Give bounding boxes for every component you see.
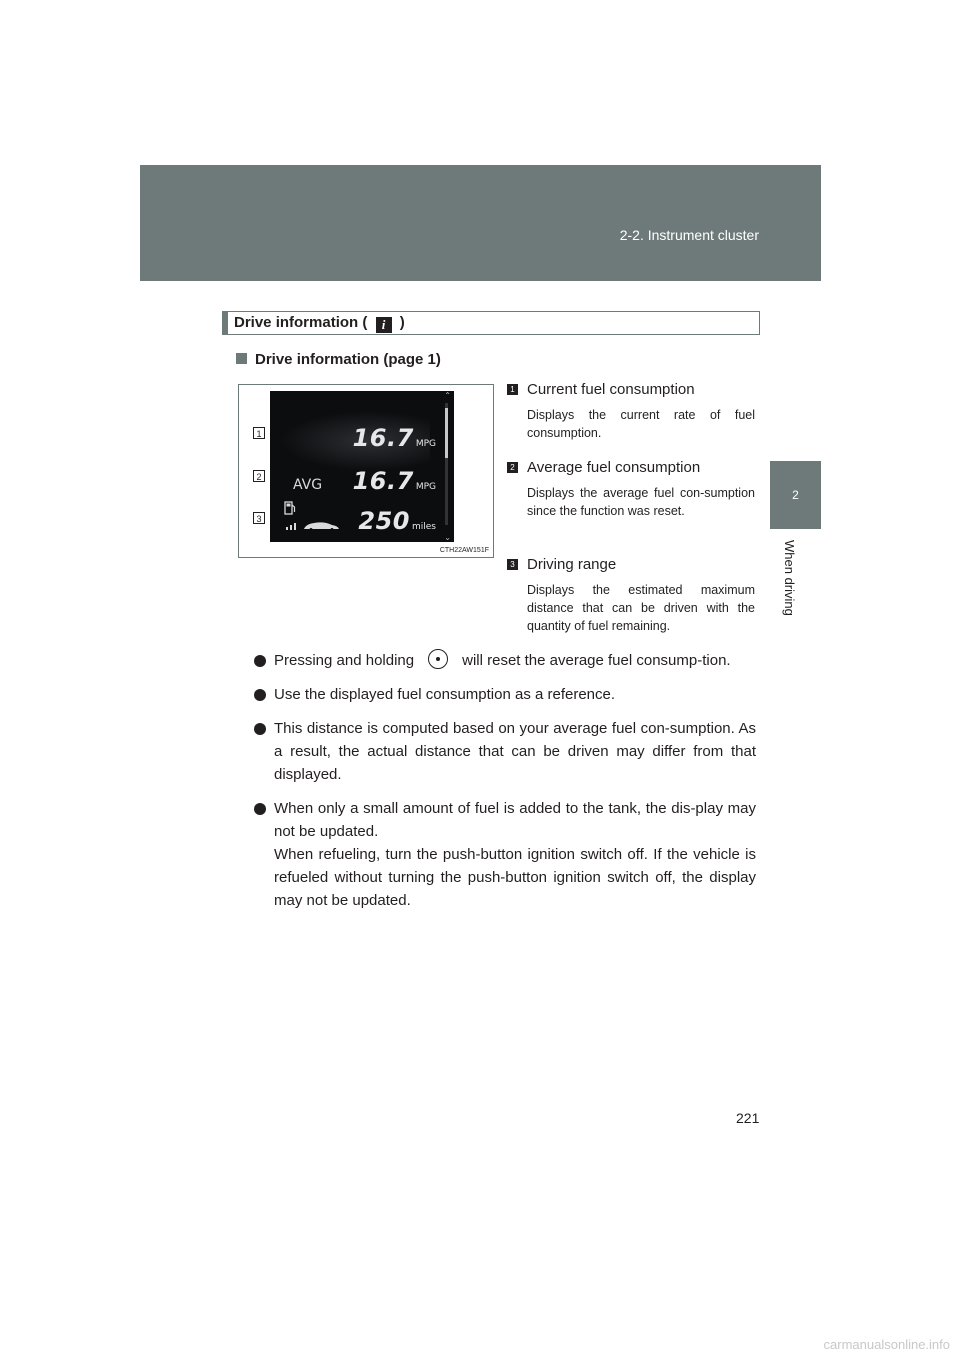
watermark: carmanualsonline.info [823,1337,950,1352]
header-band [140,165,821,281]
scroll-thumb [445,408,448,458]
note-text-before: Pressing and holding [274,652,415,669]
item-description: Displays the estimated maximum distance that can be driven with the quantity of fuel remaining. [527,583,755,633]
chapter-tab: 2 [770,461,821,529]
figure-callout-2: 2 [253,470,265,482]
page-number: 221 [736,1110,760,1126]
info-icon: i [376,317,392,333]
note-text-line1: When only a small amount of fuel is added to the tank, the dis-play may not be updated. [274,800,756,840]
current-fuel-reading [353,424,436,452]
average-fuel-unit: MPG [415,482,436,492]
heading-text-after: ) [399,314,405,331]
item-driving-range [507,556,757,635]
item-number-badge: 1 [507,384,518,395]
item-title: Current fuel consumption [527,381,695,398]
figure-code: CTH22AW151F [439,547,489,554]
average-fuel-reading [353,467,436,495]
note-reset-average [254,649,756,672]
notes-list [254,649,756,923]
bullet-dot-icon [254,655,266,667]
avg-label: AVG [293,477,323,493]
driving-range-value: 250 [358,507,410,535]
car-icon [284,519,344,531]
bullet-dot-icon [254,723,266,735]
square-bullet-icon [236,353,247,364]
item-title: Driving range [527,556,617,573]
note-distance [254,717,756,786]
average-fuel-value: 16.7 [352,467,414,495]
multi-info-display [270,391,454,542]
driving-range-unit: miles [412,522,436,532]
display-figure [238,384,494,558]
section-heading [222,311,760,335]
item-average-fuel [507,459,757,520]
bullet-dot-icon [254,803,266,815]
note-reference [254,683,756,706]
figure-callout-1: 1 [253,427,265,439]
item-current-fuel [507,381,757,442]
note-text-after: will reset the average fuel consump-tion. [462,652,731,669]
current-fuel-unit: MPG [415,439,436,449]
figure-callout-3: 3 [253,512,265,524]
driving-range-reading [358,507,436,535]
note-text-line2: When refueling, turn the push-button ignition switch off. If the vehicle is refueled without turning the push-button ignition switch off, the display may not be updated. [274,846,756,909]
item-description: Displays the average fuel con-sumption since the function was reset. [527,486,755,518]
item-number-badge: 3 [507,559,518,570]
scroll-up-icon: ⌃ [444,391,451,400]
section-title: 2-2. Instrument cluster [619,227,759,243]
subheading [236,351,441,368]
bullet-dot-icon [254,689,266,701]
scroll-down-icon: ⌄ [444,533,451,542]
chapter-label: When driving [782,540,797,616]
heading-accent-bar [223,312,228,334]
current-fuel-value: 16.7 [352,424,414,452]
subheading-text: Drive information (page 1) [255,351,441,368]
ok-button-icon [428,649,448,669]
fuel-pump-icon [284,501,296,515]
item-title: Average fuel consumption [527,459,701,476]
note-text: Use the displayed fuel consumption as a reference. [274,686,616,703]
item-number-badge: 2 [507,462,518,473]
heading-text-before: Drive information ( [234,314,368,331]
note-text: This distance is computed based on your average fuel con-sumption. As a result, the actual distance that can be driven may differ from that displayed. [274,720,756,783]
item-description: Displays the current rate of fuel consumption. [527,408,755,440]
note-refueling [254,797,756,912]
